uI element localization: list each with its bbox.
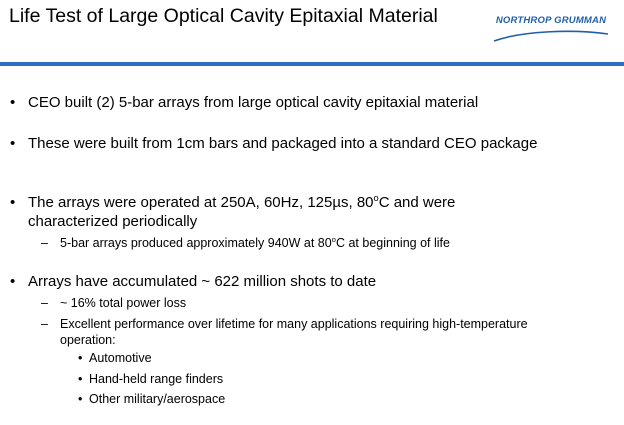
sub-sub-bullet-text: Other military/aerospace	[89, 392, 226, 406]
header-divider	[0, 62, 624, 66]
bullet-marker: •	[10, 194, 16, 211]
sub-sub-bullet-marker: •	[78, 392, 83, 406]
sub-sub-bullet-marker: •	[78, 351, 83, 365]
sub-bullet-text-part: C at beginning of life	[335, 236, 450, 250]
sub-bullet-text: ~ 16% total power loss	[60, 296, 187, 310]
degree-superscript: o	[331, 234, 336, 244]
bullet-text	[28, 194, 548, 231]
logo-wordmark: NORTHROP GRUMMAN	[495, 15, 607, 26]
sub-sub-bullet-marker: •	[78, 372, 83, 386]
bullet-text: These were built from 1cm bars and packaged into a standard CEO package	[28, 135, 538, 152]
bullet-marker: •	[10, 94, 16, 111]
bullet-marker: •	[10, 273, 16, 290]
bullet-text: Arrays have accumulated ~ 622 million shots to date	[28, 273, 377, 290]
sub-bullet-text	[60, 236, 590, 252]
sub-bullet-marker: –	[41, 236, 48, 250]
degree-superscript: o	[373, 193, 379, 203]
sub-sub-bullet-text: Hand-held range finders	[89, 372, 224, 386]
sub-bullet-marker: –	[41, 317, 48, 331]
sub-bullet-text-part: 5-bar arrays produced approximately 940W at 80	[60, 236, 332, 250]
bullet-text-part: The arrays were operated at 250A, 60Hz, 125µs, 80	[28, 194, 374, 211]
company-logo	[486, 12, 616, 46]
logo-swoosh-icon	[492, 28, 610, 44]
slide-title: Life Test of Large Optical Cavity Epitaxial Material	[9, 5, 438, 27]
bullet-text: CEO built (2) 5-bar arrays from large optical cavity epitaxial material	[28, 94, 479, 111]
bullet-marker: •	[10, 135, 16, 152]
sub-sub-bullet-text: Automotive	[89, 351, 152, 365]
sub-bullet-text: Excellent performance over lifetime for many applications requiring high-temperature operation:	[60, 317, 528, 347]
sub-bullet-marker: –	[41, 296, 48, 310]
bullet-text-part: C and were characterized periodically	[28, 194, 456, 230]
